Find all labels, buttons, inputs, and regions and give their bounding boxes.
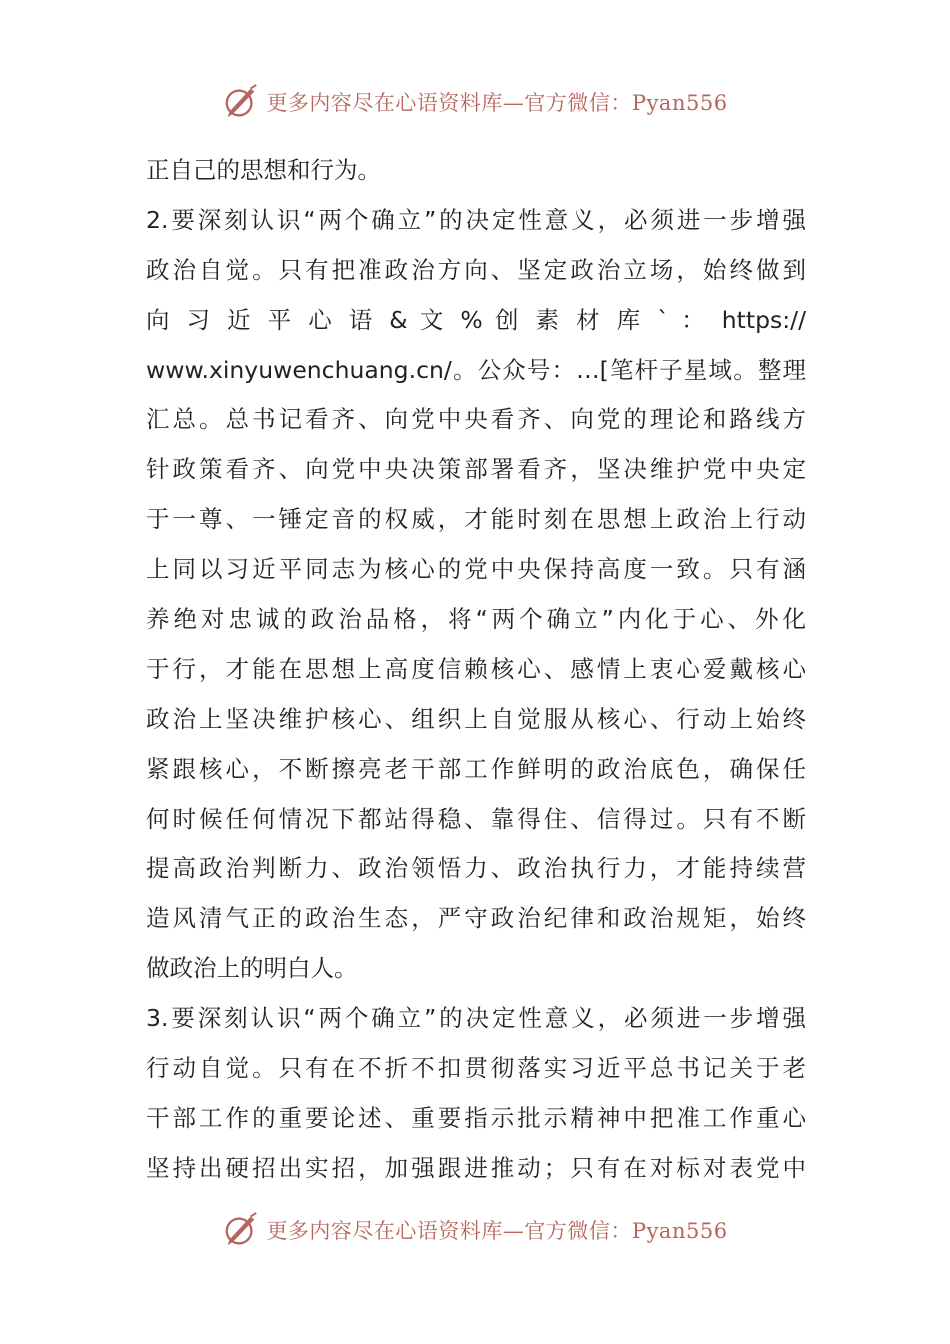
- text-line: 正自己的思想和行为。: [146, 156, 381, 184]
- footer-banner: [0, 1208, 950, 1252]
- quill-pen-icon: [222, 1211, 260, 1249]
- header-banner-text: 更多内容尽在心语资料库—官方微信：Pyan556: [266, 91, 728, 115]
- text-line: 政治上坚决维护核心、组织上自觉服从核心、行动上始终: [146, 704, 806, 733]
- quill-pen-icon: [222, 83, 260, 121]
- text-line: 政治自觉。只有把准政治方向、坚定政治立场，始终做到: [146, 255, 806, 284]
- text-line: 坚持出硬招出实招，加强跟进推动；只有在对标对表党中: [146, 1153, 806, 1182]
- text-line: 汇总。总书记看齐、向党中央看齐、向党的理论和路线方: [146, 405, 806, 434]
- text-line: 行动自觉。只有在不折不扣贯彻落实习近平总书记关于老: [146, 1054, 806, 1083]
- text-line: 紧跟核心，不断擦亮老干部工作鲜明的政治底色，确保任: [146, 754, 806, 783]
- text-line: 干部工作的重要论述、重要指示批示精神中把准工作重心: [146, 1103, 806, 1132]
- header-banner: [0, 80, 950, 124]
- text-line: 向 习 近 平 心 语 & 文 % 创 素 材 库 ` ： https://: [146, 305, 806, 334]
- text-line: 做政治上的明白人。: [146, 954, 358, 983]
- text-line: 何时候任何情况下都站得稳、靠得住、信得过。只有不断: [146, 804, 806, 833]
- text-line: 于行，才能在思想上高度信赖核心、感情上衷心爱戴核心: [146, 654, 806, 683]
- text-line: www.xinyuwenchuang.cn/。公众号：…[笔杆子星域。整理: [146, 355, 806, 384]
- text-line: 养绝对忠诚的政治品格，将“两个确立”内化于心、外化: [146, 605, 806, 634]
- text-line: 造风清气正的政治生态，严守政治纪律和政治规矩，始终: [146, 904, 806, 933]
- text-line: 2.要深刻认识“两个确立”的决定性意义，必须进一步增强: [146, 205, 806, 234]
- document-body: [146, 146, 806, 1194]
- text-line: 3.要深刻认识“两个确立”的决定性意义，必须进一步增强: [146, 1004, 806, 1033]
- text-line: 上同以习近平同志为核心的党中央保持高度一致。只有涵: [146, 555, 806, 584]
- footer-banner-text: 更多内容尽在心语资料库—官方微信：Pyan556: [266, 1219, 728, 1243]
- text-line: 于一尊、一锤定音的权威，才能时刻在思想上政治上行动: [146, 505, 806, 534]
- text-line: 提高政治判断力、政治领悟力、政治执行力，才能持续营: [146, 854, 806, 883]
- text-line: 针政策看齐、向党中央决策部署看齐，坚决维护党中央定: [146, 455, 806, 484]
